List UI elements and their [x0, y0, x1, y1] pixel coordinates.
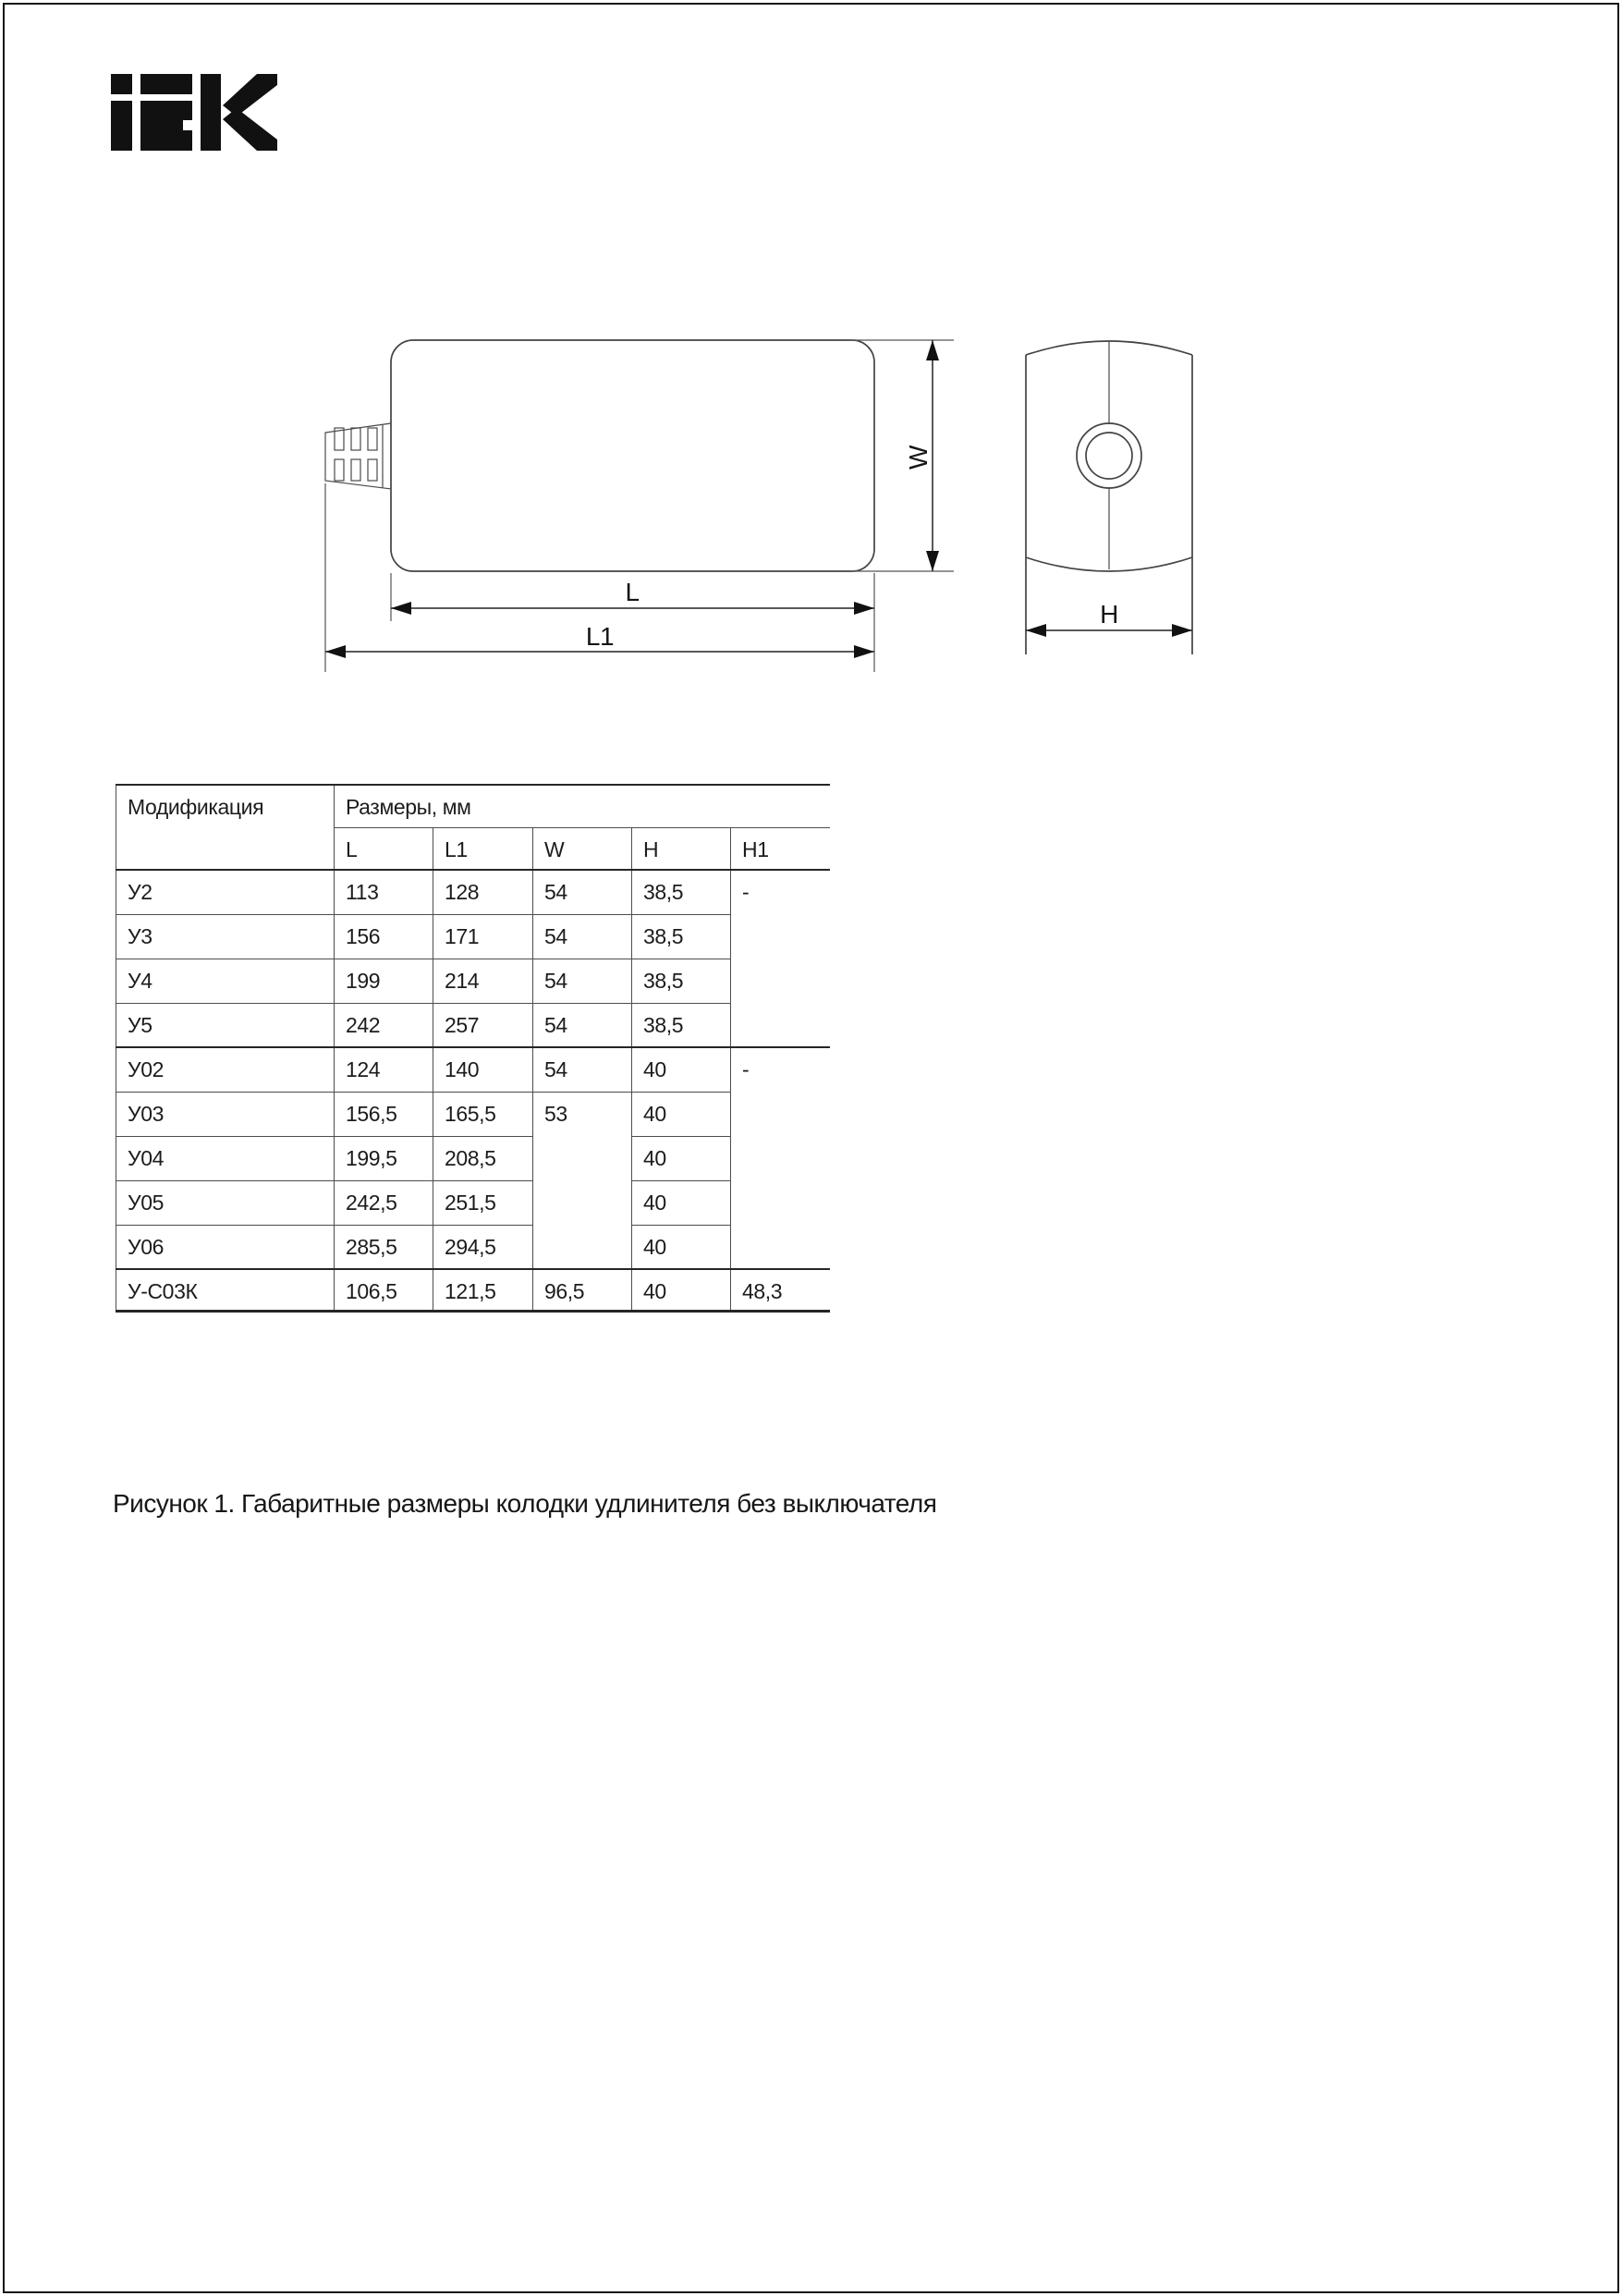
cell-l1: 257	[433, 1003, 533, 1047]
cell-h: 40	[632, 1047, 731, 1092]
cell-l: 242	[335, 1003, 433, 1047]
header-dimensions-group: Размеры, мм	[335, 785, 830, 827]
header-col-l1: L1	[433, 827, 533, 870]
cell-l: 199,5	[335, 1136, 433, 1180]
table-row	[116, 959, 830, 1003]
cell-l: 156,5	[335, 1092, 433, 1136]
cell-l: 156	[335, 914, 433, 959]
cell-h: 38,5	[632, 870, 731, 914]
cell-h: 38,5	[632, 1003, 731, 1047]
header-col-l: L	[335, 827, 433, 870]
cell-w-merged: 53	[533, 1092, 632, 1269]
cell-l1: 128	[433, 870, 533, 914]
cell-name: У06	[116, 1225, 335, 1269]
cell-h: 38,5	[632, 959, 731, 1003]
cell-w: 54	[533, 1003, 632, 1047]
cell-name: У5	[116, 1003, 335, 1047]
cell-l1: 171	[433, 914, 533, 959]
table-row	[116, 1047, 830, 1092]
cell-l1: 294,5	[433, 1225, 533, 1269]
arrowhead-right-icon	[854, 602, 874, 615]
logo-k-stem	[201, 74, 221, 151]
arrowhead-left-icon	[1026, 624, 1046, 637]
socket-inner-circle	[1086, 433, 1132, 479]
arrowhead-down-icon	[926, 551, 939, 571]
cell-name: У4	[116, 959, 335, 1003]
cell-w: 54	[533, 870, 632, 914]
cell-h: 40	[632, 1225, 731, 1269]
arrowhead-left-icon	[391, 602, 411, 615]
dimension-l	[391, 578, 874, 615]
cell-l: 285,5	[335, 1225, 433, 1269]
side-view-body	[391, 340, 874, 571]
cell-w: 54	[533, 1047, 632, 1092]
table-row	[116, 1269, 830, 1311]
dimension-l1	[325, 622, 874, 658]
cell-name: У-С03К	[116, 1269, 335, 1311]
cell-h: 40	[632, 1092, 731, 1136]
cell-w: 96,5	[533, 1269, 632, 1311]
cell-w: 54	[533, 959, 632, 1003]
dimension-label-w: W	[904, 446, 933, 470]
end-view	[1026, 341, 1192, 654]
logo-e-body	[140, 101, 192, 151]
cell-h: 40	[632, 1136, 731, 1180]
cell-name: У03	[116, 1092, 335, 1136]
iek-logo	[111, 74, 277, 151]
cell-l: 113	[335, 870, 433, 914]
cell-l: 242,5	[335, 1180, 433, 1225]
table-row	[116, 870, 830, 914]
cell-h: 40	[632, 1269, 731, 1311]
arrowhead-right-icon	[1172, 624, 1192, 637]
table-row	[116, 1136, 830, 1180]
plug-connector-outline	[325, 423, 391, 489]
dimensions-table	[116, 784, 830, 1313]
plug-vent-slot	[368, 459, 377, 481]
plug-vent-slot	[351, 428, 360, 450]
cell-l1: 121,5	[433, 1269, 533, 1311]
dimension-label-l1: L1	[585, 622, 615, 651]
table-row	[116, 1225, 830, 1269]
dimension-label-h: H	[1100, 600, 1118, 629]
logo-i-dot	[111, 74, 132, 94]
cell-h: 38,5	[632, 914, 731, 959]
table-row	[116, 1003, 830, 1047]
table-row	[116, 1180, 830, 1225]
cell-l: 199	[335, 959, 433, 1003]
plug-vent-slot	[368, 428, 377, 450]
cell-l1: 214	[433, 959, 533, 1003]
header-col-w: W	[533, 827, 632, 870]
table-row	[116, 1092, 830, 1136]
dimension-h	[1026, 600, 1192, 637]
cell-l1: 208,5	[433, 1136, 533, 1180]
cell-name: У02	[116, 1047, 335, 1092]
logo-k-upper-arm	[223, 74, 277, 116]
arrowhead-up-icon	[926, 340, 939, 360]
header-col-h: H	[632, 827, 731, 870]
plug-vent-slot	[351, 459, 360, 481]
cell-h1-merged: -	[731, 870, 830, 1047]
figure-caption: Рисунок 1. Габаритные размеры колодки удлинителя без выключателя	[113, 1489, 937, 1518]
cell-name: У05	[116, 1180, 335, 1225]
cell-l: 124	[335, 1047, 433, 1092]
plug-connector	[325, 423, 391, 489]
cell-l1: 140	[433, 1047, 533, 1092]
figure-drawing	[0, 0, 1622, 721]
dimension-label-l: L	[625, 578, 640, 606]
cell-name: У2	[116, 870, 335, 914]
cell-h1: 48,3	[731, 1269, 830, 1311]
cell-l: 106,5	[335, 1269, 433, 1311]
cell-h1-merged: -	[731, 1047, 830, 1269]
logo-i-stem	[111, 101, 132, 151]
cell-name: У04	[116, 1136, 335, 1180]
arrowhead-right-icon	[854, 645, 874, 658]
arrowhead-left-icon	[325, 645, 346, 658]
table-row	[116, 914, 830, 959]
logo-e-top-bar	[140, 74, 192, 94]
cell-h: 40	[632, 1180, 731, 1225]
header-modification: Модификация	[116, 785, 335, 870]
logo-k-lower-arm	[223, 108, 277, 151]
plug-vent-slot	[335, 459, 344, 481]
dimension-w	[904, 340, 939, 571]
header-col-h1: H1	[731, 827, 830, 870]
cell-w: 54	[533, 914, 632, 959]
cell-name: У3	[116, 914, 335, 959]
cell-l1: 251,5	[433, 1180, 533, 1225]
table-header-row-1	[116, 785, 830, 827]
cell-l1: 165,5	[433, 1092, 533, 1136]
